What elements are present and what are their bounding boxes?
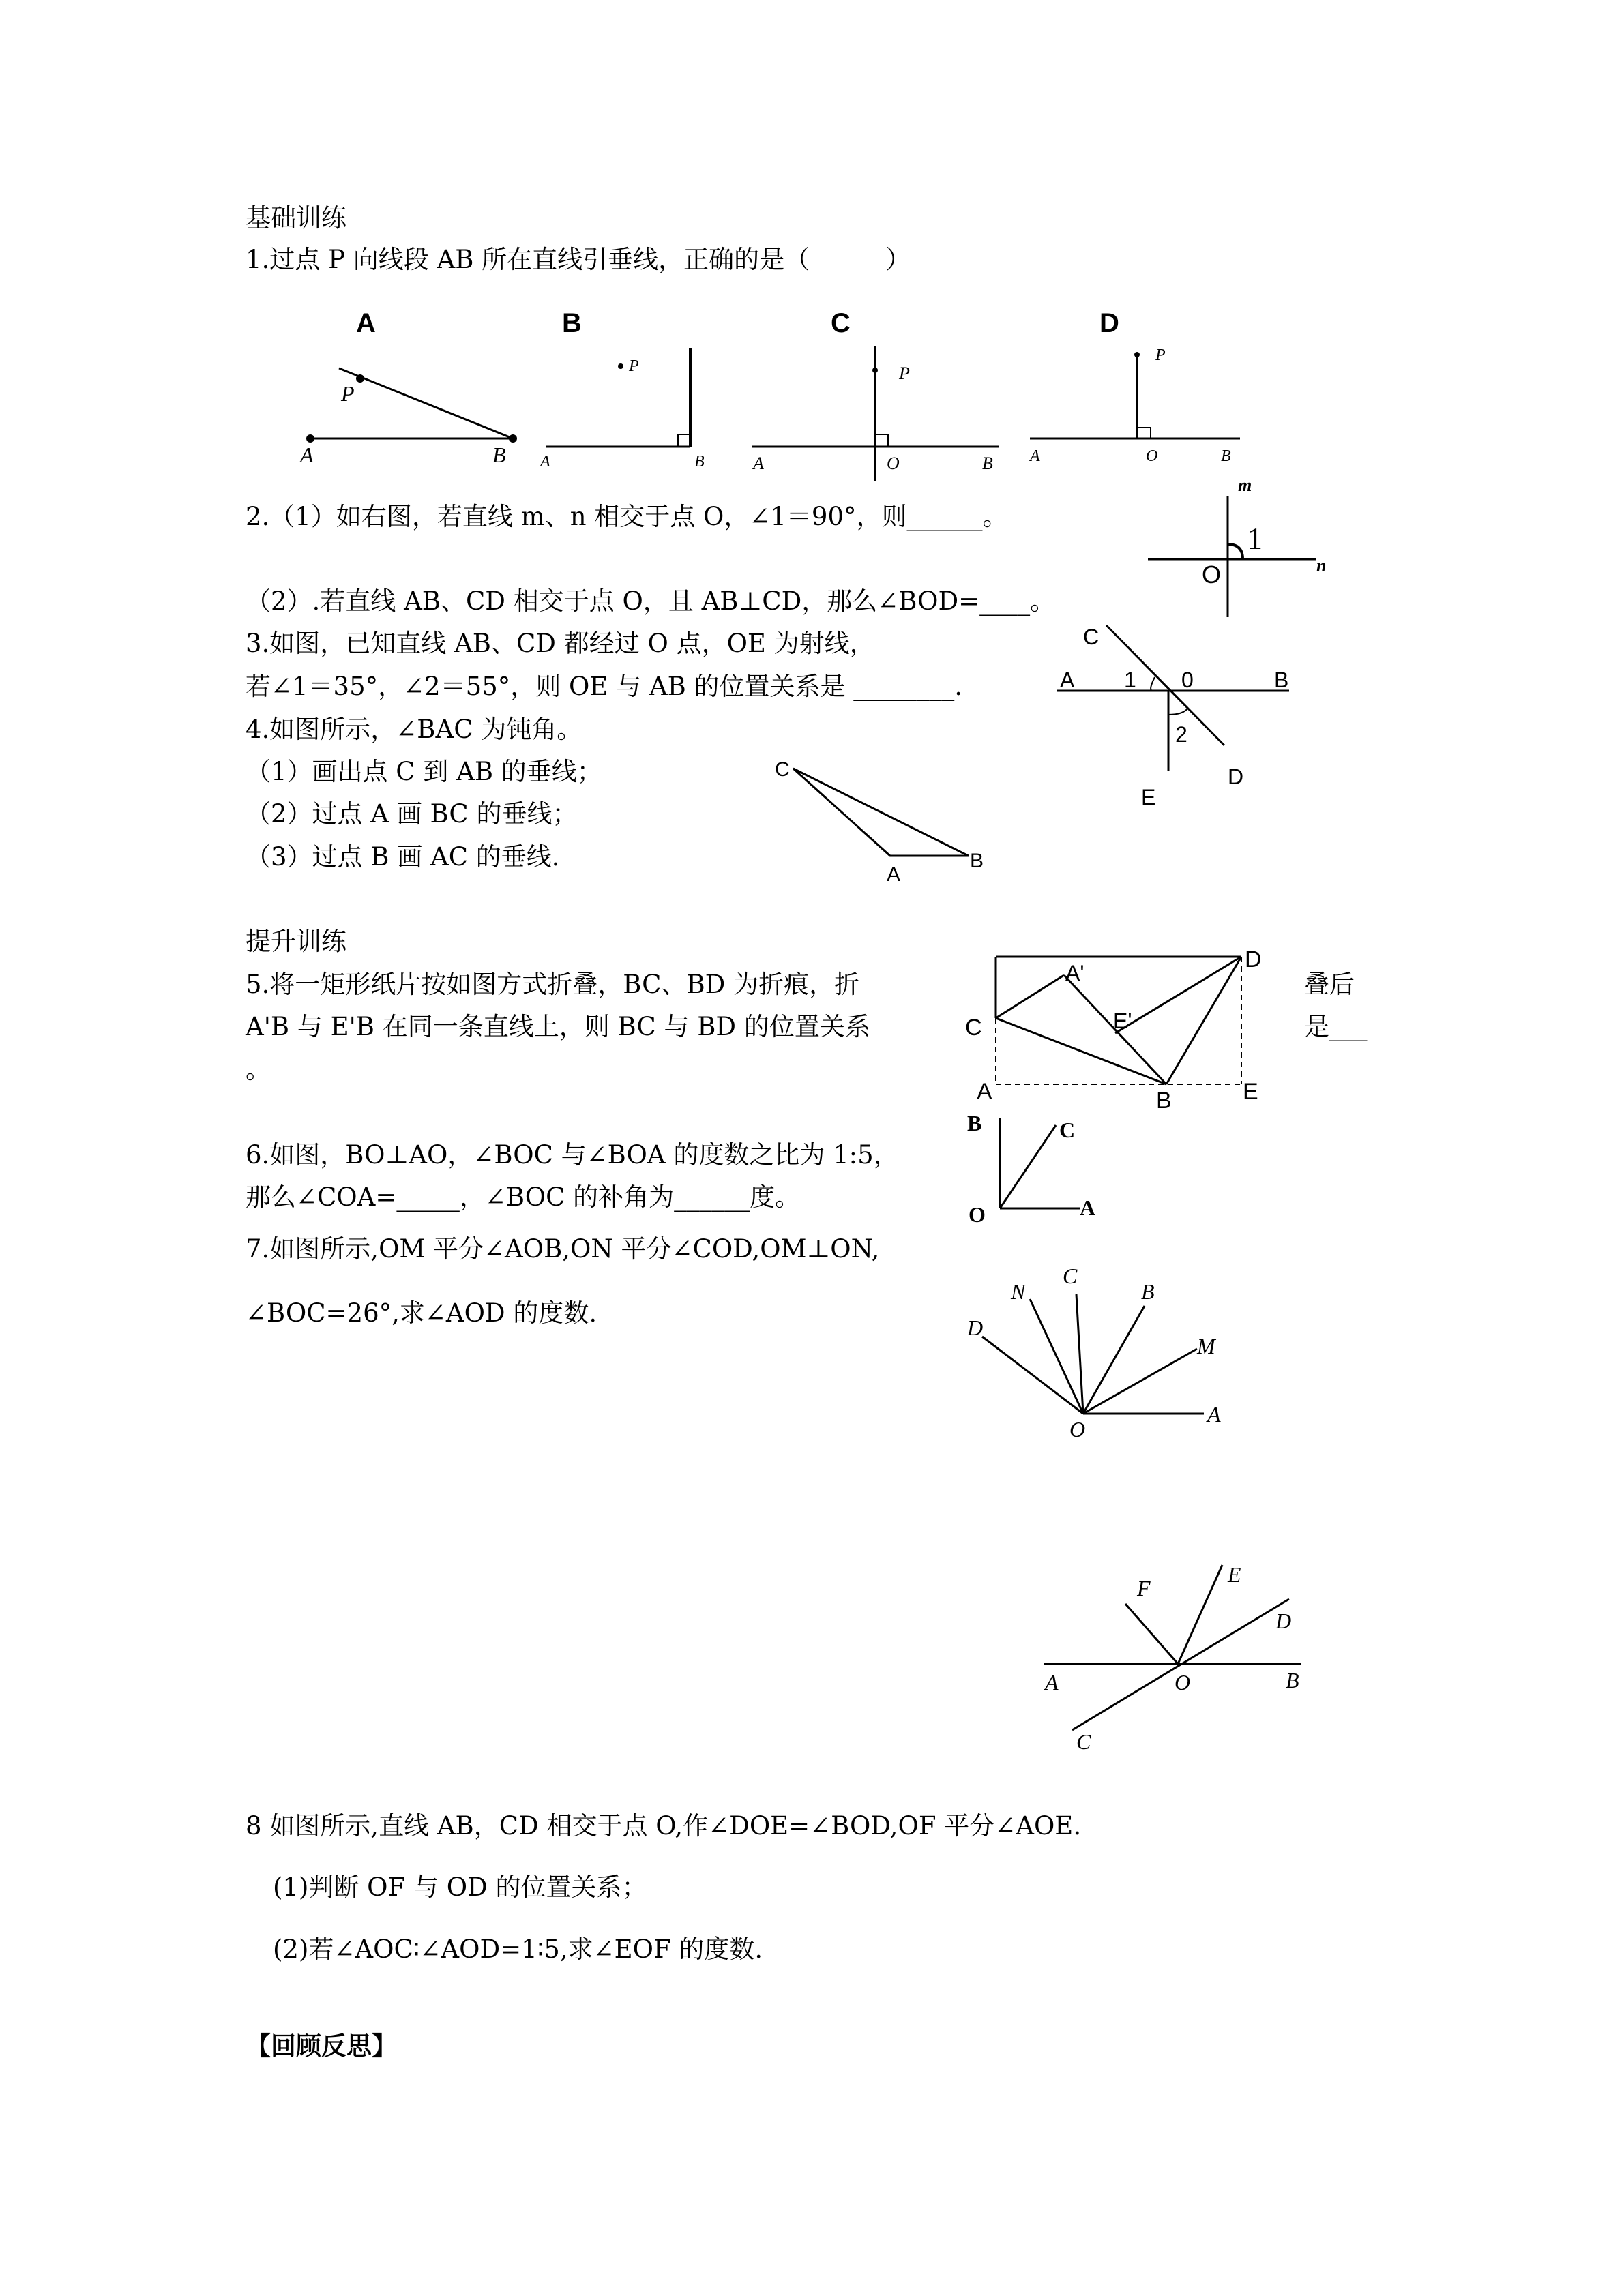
q7-label-d: D [967, 1315, 984, 1340]
q7-label-b: B [1141, 1279, 1155, 1304]
question-4-step-3: （3）过点 B 画 AC 的垂线. [246, 842, 560, 871]
q1b-label-p: P [629, 357, 639, 375]
q2-label-n: n [1316, 556, 1327, 576]
question-8-step-2: (2)若∠AOC∶∠AOD=1∶5,求∠EOF 的度数. [273, 1935, 763, 1964]
q7-label-c: C [1063, 1264, 1078, 1288]
q8-figure [1044, 1562, 1301, 1754]
q3-label-b: B [1274, 668, 1289, 692]
q5-label-b: B [1156, 1088, 1172, 1114]
q1-option-b-figure [539, 308, 705, 471]
question-4-step-1: （1）画出点 C 到 AB 的垂线； [246, 757, 602, 786]
q1a-label-p: P [341, 381, 355, 406]
q1d-label-o: O [1146, 447, 1158, 465]
question-5-line-1: 5.将一矩形纸片按如图方式折叠，BC、BD 为折痕，折 [246, 970, 860, 999]
q8-label-b: B [1286, 1668, 1299, 1693]
q6-figure [967, 1111, 1095, 1227]
question-7-line-1: 7.如图所示,OM 平分∠AOB,ON 平分∠COD,OM⊥ON, [246, 1234, 880, 1264]
q3-label-2: 2 [1175, 722, 1187, 747]
q1b-label-b: B [694, 453, 705, 471]
q8-label-c: C [1076, 1729, 1091, 1754]
q1b-label-a: A [540, 453, 550, 471]
q1-option-label-d: D [1099, 308, 1119, 338]
q5-label-c: C [965, 1015, 982, 1041]
q8-label-o: O [1175, 1670, 1191, 1695]
q7-label-a: A [1207, 1402, 1221, 1427]
q3-label-1: 1 [1124, 668, 1136, 692]
q2-label-o: O [1202, 561, 1222, 588]
q3-label-0: 0 [1181, 668, 1194, 692]
question-5-line-3: 。 [246, 1055, 271, 1084]
q3-label-e: E [1141, 785, 1156, 809]
q3-label-d: D [1228, 764, 1244, 789]
question-8-step-1: (1)判断 OF 与 OD 的位置关系； [273, 1873, 647, 1902]
q6-label-b: B [967, 1111, 982, 1135]
question-5-line-2: A'B 与 E'B 在同一条直线上，则 BC 与 BD 的位置关系 [246, 1012, 870, 1041]
q8-label-f: F [1137, 1576, 1151, 1600]
q1-option-c-figure [752, 308, 999, 481]
question-4-line-1: 4.如图所示，∠BAC 为钝角。 [246, 715, 582, 744]
question-3-line-1: 3.如图，已知直线 AB、CD 都经过 O 点，OE 为射线， [246, 629, 875, 658]
question-5-line-2-right: 是___ [1304, 1012, 1368, 1041]
q1-option-d-figure [1029, 308, 1240, 465]
question-5-line-1-right: 叠后 [1304, 970, 1355, 999]
q2-label-1: 1 [1247, 521, 1263, 556]
q5-label-e-prime: E' [1113, 1009, 1132, 1033]
section-title-basic: 基础训练 [246, 203, 346, 233]
q1c-label-o: O [887, 453, 900, 473]
q1c-label-p: P [899, 363, 910, 383]
q4-label-b: B [970, 850, 984, 872]
q5-label-e: E [1243, 1079, 1258, 1105]
q6-label-c: C [1059, 1118, 1076, 1142]
q6-label-o: O [969, 1202, 986, 1227]
q4-label-c: C [775, 758, 790, 781]
question-3-line-2: 若∠1＝35°，∠2＝55°，则 OE 与 AB 的位置关系是 ________. [246, 672, 963, 701]
q1-option-a-figure [299, 308, 517, 467]
q8-label-d: D [1275, 1609, 1292, 1633]
section-title-advanced: 提升训练 [246, 927, 346, 956]
q1d-label-b: B [1221, 447, 1231, 465]
question-8-line-1: 8 如图所示,直线 AB，CD 相交于点 O,作∠DOE=∠BOD,OF 平分∠AOE. [246, 1811, 1082, 1840]
q4-figure [775, 758, 984, 886]
q3-figure [1057, 625, 1289, 809]
question-6-line-1: 6.如图，BO⊥AO，∠BOC 与∠BOA 的度数之比为 1:5， [246, 1140, 899, 1169]
q1-option-label-c: C [831, 308, 851, 338]
q7-label-n: N [1011, 1279, 1026, 1304]
q3-label-a: A [1060, 668, 1075, 692]
question-1-text: 1.过点 P 向线段 AB 所在直线引垂线，正确的是（ ） [246, 245, 911, 274]
q7-figure [966, 1264, 1221, 1442]
q1-option-label-b: B [562, 308, 582, 338]
review-heading: 【回顾反思】 [246, 2031, 397, 2061]
q1d-label-a: A [1030, 447, 1040, 465]
q1a-label-a: A [300, 443, 314, 467]
question-7-line-2: ∠BOC=26°,求∠AOD 的度数. [246, 1298, 597, 1328]
q1-option-label-a: A [356, 308, 376, 338]
q7-label-m: M [1197, 1334, 1215, 1358]
question-2-part-1: 2.（1）如右图，若直线 m、n 相交于点 O，∠1＝90°，则______。 [246, 502, 1008, 531]
question-6-line-2: 那么∠COA=_____，∠BOC 的补角为______度。 [246, 1182, 801, 1212]
q4-label-a: A [887, 863, 901, 886]
question-2-part-2: （2）.若直线 AB、CD 相交于点 O，且 AB⊥CD，那么∠BOD=____。 [246, 586, 1056, 616]
q8-label-e: E [1228, 1562, 1241, 1587]
q2-figure [1148, 475, 1326, 617]
q2-label-m: m [1238, 475, 1252, 495]
q6-label-a: A [1080, 1195, 1096, 1220]
q5-label-d: D [1245, 946, 1262, 972]
q5-figure [965, 946, 1262, 1114]
q3-label-c: C [1083, 625, 1099, 649]
question-4-step-2: （2）过点 A 画 BC 的垂线； [246, 799, 578, 829]
q1a-label-b: B [492, 443, 506, 467]
q7-label-o: O [1069, 1417, 1086, 1442]
q1c-label-a: A [753, 453, 764, 473]
q5-label-a-prime: A' [1065, 961, 1084, 985]
q5-label-a: A [977, 1079, 992, 1105]
q1c-label-b: B [982, 453, 993, 473]
q1d-label-p: P [1155, 346, 1166, 364]
q8-label-a: A [1045, 1670, 1059, 1695]
